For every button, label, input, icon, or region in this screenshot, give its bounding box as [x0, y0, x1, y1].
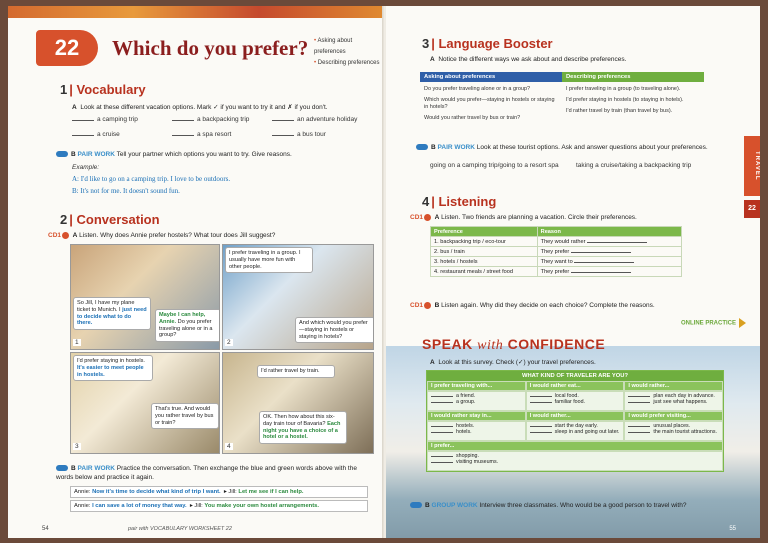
comic-panel-3	[70, 352, 220, 454]
speech-bubble: OK. Then how about this six-day train tour of Bavaria? Each night you have a choice of a hotel or a hostel.	[259, 411, 347, 444]
listening-table	[430, 226, 682, 277]
decorative-top-band	[8, 6, 384, 18]
traveler-survey: WHAT KIND OF TRAVELER ARE YOU? I prefer traveling with... I would rather eat... I would rather... a friend. a group. local food. familiar food. plan each day in advance. just see what happens. I would rather stay in... I would rather... I would prefer visiting... hostels. hotels. start the day early. sleep in and going out later. unusual places. the main tourist attractions. I prefer... shopping. visiting museums.	[426, 370, 724, 472]
survey-cell[interactable]: plan each day in advance. just see what happens.	[624, 391, 723, 411]
survey-cell[interactable]: shopping. visiting museums.	[427, 451, 723, 471]
language-describe-column: I prefer traveling in a group (to traveling alone). I'd prefer staying in hostels (to staying in hotels). I'd rather travel by train (than travel by bus).	[566, 86, 684, 114]
pairwork-icon	[56, 465, 68, 471]
survey-cell[interactable]: a friend. a group.	[427, 391, 526, 411]
panel-number: 2	[227, 339, 231, 346]
conversation-heading: 2 | Conversation	[60, 212, 160, 227]
vocab-option[interactable]: a camping trip	[72, 116, 138, 123]
substitution-box-1: Annie: Now it's time to decide what kind of trip I want. ▸ Jill: Let me see if I can help.	[70, 486, 368, 498]
unit-side-number: 22	[744, 200, 760, 218]
page-number-right: 55	[729, 526, 736, 532]
speech-bubble: I prefer traveling in a group. I usually have more fun with other people.	[225, 247, 313, 273]
tourist-option: taking a cruise/taking a backpacking trip	[576, 162, 692, 169]
col-asking: Asking about preferences	[420, 72, 562, 82]
language-table-header	[420, 72, 704, 82]
audio-cd-icon	[424, 214, 431, 221]
group-work-instruction: B GROUP WORK Interview three classmates. Who would be a good person to travel with?	[410, 502, 740, 509]
speech-bubble: I'd rather travel by train.	[257, 365, 335, 378]
right-page	[386, 6, 760, 538]
groupwork-icon	[410, 502, 422, 508]
audio-cd-icon	[62, 232, 69, 239]
online-practice-link[interactable]: ONLINE PRACTICE	[681, 318, 746, 328]
comic-panel-1	[70, 244, 220, 350]
page-title: Which do you prefer?	[112, 36, 309, 60]
example-line-a: A: I'd like to go on a camping trip. I love to be outdoors.	[72, 175, 231, 183]
survey-cell[interactable]: start the day early. sleep in and going out later.	[526, 421, 625, 441]
panel-number: 4	[227, 443, 231, 450]
vocabulary-instruction: A Look at these different vacation options. Mark ✓ if you want to try it and ✗ if you don't.	[72, 104, 328, 111]
vocab-option[interactable]: a spa resort	[172, 131, 231, 138]
col-describing: Describing preferences	[562, 72, 704, 82]
pairwork-icon	[56, 151, 68, 157]
conversation-pairwork: B PAIR WORK Practice the conversation. Then exchange the blue and green words above with the words below and practice it again.	[56, 465, 357, 481]
speech-bubble: That's true. And would you rather travel by bus or train?	[151, 403, 219, 429]
pairwork-icon	[416, 144, 428, 150]
language-booster-heading: 3 | Language Booster	[422, 36, 553, 51]
speech-bubble: So Jill, I have my plane ticket to Munich. I just need to decide what to do there.	[73, 297, 151, 330]
table-row: 4. restaurant meals / street food They prefer	[431, 267, 682, 277]
tourist-option: going on a camping trip/going to a resort spa	[430, 162, 559, 169]
page-footer: pair with VOCABULARY WORKSHEET 22	[128, 526, 232, 532]
survey-cell[interactable]: unusual places. the main tourist attractions.	[624, 421, 723, 441]
col-reason: Reason	[537, 227, 681, 237]
panel-number: 1	[75, 339, 79, 346]
unit-goals	[314, 36, 384, 69]
col-preference: Preference	[431, 227, 538, 237]
conversation-instruction: CD1 A Listen. Why does Annie prefer hostels? What tour does Jill suggest?	[48, 232, 276, 240]
survey-title: WHAT KIND OF TRAVELER ARE YOU?	[427, 371, 723, 381]
speak-with-confidence-heading: SPEAK with CONFIDENCE	[422, 336, 606, 353]
language-pairwork: B PAIR WORK Look at these tourist options. Ask and answer questions about your preferences.	[416, 144, 736, 151]
listening-heading: 4 | Listening	[422, 194, 497, 209]
example-line-b: B: It's not for me. It doesn't sound fun.	[72, 187, 180, 195]
example-label: Example:	[72, 164, 100, 171]
goal-item: • Asking about preferences	[314, 36, 384, 58]
table-row: 3. hotels / hostels They want to	[431, 257, 682, 267]
listening-instruction: CD1 A Listen. Two friends are planning a vacation. Circle their preferences.	[410, 214, 637, 222]
language-instruction: A Notice the different ways we ask about and describe preferences.	[430, 56, 627, 63]
vocab-option[interactable]: a backpacking trip	[172, 116, 249, 123]
unit-badge: 22	[36, 30, 98, 66]
speak-instruction: A Look at this survey. Check (✓) your travel preferences.	[430, 359, 596, 366]
table-row: 2. bus / train They prefer	[431, 247, 682, 257]
comic-panel-2	[222, 244, 374, 350]
section-side-tab: TRAVEL	[744, 136, 760, 196]
substitution-box-2: Annie: I can save a lot of money that way. ▸ Jill: You make your own hostel arrangements.	[70, 500, 368, 512]
vocab-option[interactable]: an adventure holiday	[272, 116, 357, 123]
panel-number: 3	[75, 443, 79, 450]
vocab-option[interactable]: a bus tour	[272, 131, 326, 138]
comic-panel-4	[222, 352, 374, 454]
left-page	[8, 6, 384, 538]
language-ask-column: Do you prefer traveling alone or in a group? Which would you prefer—staying in hostels or staying in hotels? Would you rather travel by bus or train?	[424, 86, 555, 121]
survey-cell[interactable]: hostels. hotels.	[427, 421, 526, 441]
speech-bubble: Maybe I can help, Annie. Do you prefer traveling alone or in a group?	[155, 309, 220, 342]
page-number-left: 54	[42, 526, 49, 532]
vocab-pairwork: B PAIR WORK Tell your partner which options you want to try. Give reasons.	[56, 151, 376, 158]
audio-cd-icon	[424, 302, 431, 309]
vocabulary-heading: 1 | Vocabulary	[60, 82, 146, 97]
speech-bubble: I'd prefer staying in hostels. It's easier to meet people in hostels.	[73, 355, 153, 381]
listening-b-instruction: CD1 B Listen again. Why did they decide on each choice? Complete the reasons.	[410, 302, 655, 310]
table-row: 1. backpacking trip / eco-tour They would rather	[431, 237, 682, 247]
survey-cell[interactable]: local food. familiar food.	[526, 391, 625, 411]
goal-item: • Describing preferences	[314, 58, 384, 69]
vocab-option[interactable]: a cruise	[72, 131, 120, 138]
speech-bubble: And which would you prefer—staying in hostels or staying in hotels?	[295, 317, 374, 343]
